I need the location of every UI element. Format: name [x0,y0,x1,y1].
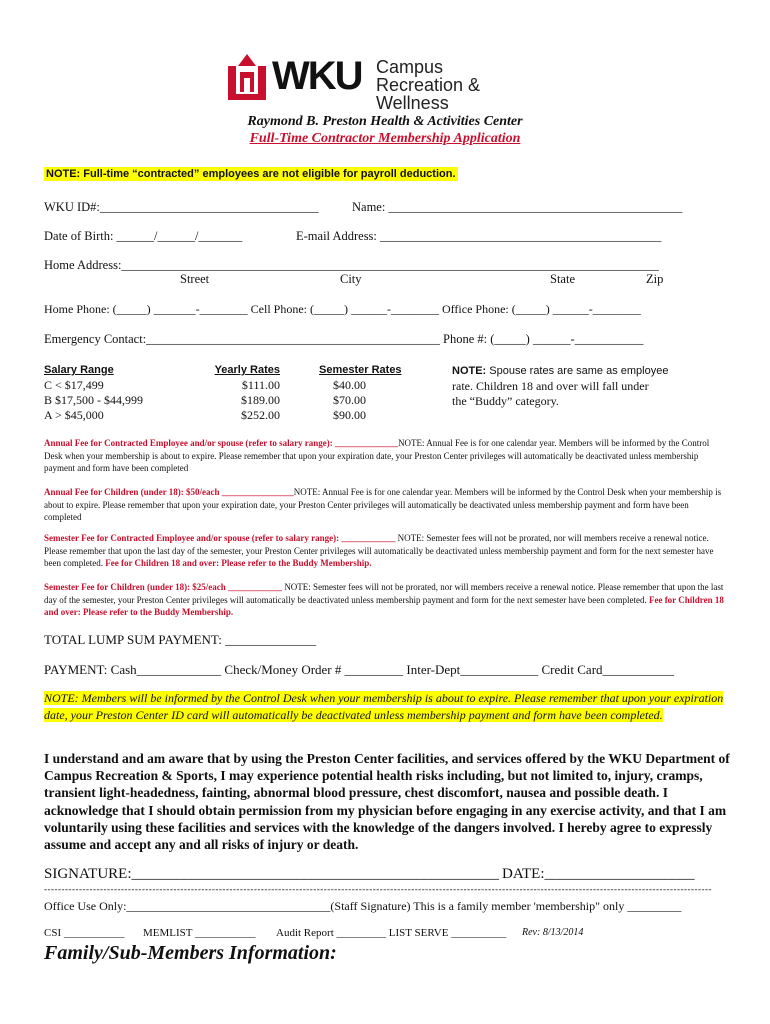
dob-field[interactable]: Date of Birth: ______/______/_______ [44,229,243,243]
page-title: Raymond B. Preston Health & Activities Center [247,114,523,129]
spouse-note-line: the “Buddy” category. [452,394,559,408]
semester-employee-fee-label[interactable]: Semester Fee for Contracted Employee and/or spouse (refer to salary range): ____________ [44,533,396,543]
city-label: City [340,272,362,286]
page-subtitle: Full-Time Contractor Membership Application [249,131,521,146]
divider: ----------------------------------------------------------------------------------------------------------------------------------------------------------------------------------------------- [44,884,712,894]
date-field[interactable]: DATE:____________________ [502,866,695,882]
liability-waiver: I understand and am aware that by using the Preston Center facilities, and services offered by the WKU Department of Campus Recreation & Sports, I may experience potential health risks including, but not limited to, injury, cramps, transient light-headedness, fainting, abnormal blood pressure, chest discomfort, nausea and possible death. I acknowledge that I should obtain permission from my physician before engaging in any exercise activity, and that I am voluntarily using these facilities and services with the knowledge of the dangers involved. I hereby agree to expressly assume and accept any and all risks of injury or death. [44,751,730,853]
wku-logo [226,52,546,113]
semester-rates-header: Semester Rates [319,364,402,376]
semester-children-fee-note: NOTE: Semester fees will not be prorated, nor will members receive a renewal notice. Please remember that upon the last day of the semester, your Preston Center privileges will automatically be deactivated unless membership payment and form for the next semester have been completed. [44,582,724,605]
logo-text [376,58,546,112]
semester-children-fee [44,581,724,619]
memlist-field[interactable]: MEMLIST ___________ [143,927,256,939]
revision-date: Rev: 8/13/2014 [522,927,584,938]
email-field[interactable]: E-mail Address: _____________________________________________ [296,229,662,243]
wku-id-field[interactable]: WKU ID#:___________________________________ [44,200,319,214]
audit-listserve-field[interactable]: Audit Report _________ LIST SERVE __________ [276,927,507,939]
wku-brand: WKU [272,54,362,98]
signature-field[interactable]: SIGNATURE:_________________________________________________ [44,866,500,882]
annual-employee-fee-label[interactable]: Annual Fee for Contracted Employee and/or spouse (refer to salary range): ______________ [44,438,399,448]
payroll-note: NOTE: Full-time “contracted” employees are not eligible for payroll deduction. [46,168,456,180]
annual-employee-fee [44,437,724,475]
spouse-note-label: NOTE: [452,365,487,377]
annual-employee-fee-note: NOTE: Annual Fee is for one calendar year. Members will be informed by the Control Desk when your membership is about to expire. Please remember that upon your expiration date, your Preston Center privileges will automatically be deactivated unless membership payment and form have been completed [44,438,710,473]
yearly-row: $189.00 [241,393,280,407]
state-label: State [550,272,575,286]
street-label: Street [180,272,210,286]
annual-children-fee [44,486,724,524]
yearly-row: $252.00 [241,408,280,422]
annual-children-fee-note: NOTE: Annual Fee is for one calendar year. Members will be informed by the Control Desk when your membership is about to expire. Please remember that upon your expiration date, your Preston Center privileges will automatically be deactivated unless membership payment and form have been completed [44,487,722,522]
salary-row: B $17,500 - $44,999 [44,393,143,407]
semester-employee-buddy-note: Fee for Children 18 and over: Please refer to the Buddy Membership. [102,558,372,568]
salary-range-column [44,363,143,423]
semester-rates-column [319,363,403,423]
yearly-rates-header: Yearly Rates [214,364,280,376]
spouse-note-text: Spouse rates are same as employee [486,365,669,377]
annual-children-fee-label[interactable]: Annual Fee for Children (under 18): $50/each ________________ [44,487,294,497]
payment-method-fields[interactable]: PAYMENT: Cash_____________ Check/Money Order # _________ Inter-Dept____________ Credit Card___________ [44,662,675,677]
semester-children-buddy-note: Fee for Children 18 and over: Please refer to the Buddy Membership. [44,594,724,617]
phone-fields[interactable]: Home Phone: (_____) _______-________ Cell Phone: (_____) ______-________ Office Phone: (_____) ______-________ [44,302,641,316]
office-use-only-field[interactable]: Office Use Only:__________________________________(Staff Signature) This is a family member 'membership" only _________ [44,899,682,913]
zip-label: Zip [646,272,664,286]
family-members-heading: Family/Sub-Members Information: [44,942,337,964]
salary-row: C < $17,499 [44,378,104,392]
salary-row: A > $45,000 [44,408,104,422]
semester-row: $70.00 [333,393,366,407]
expiration-note [44,690,724,724]
spouse-rate-note [452,363,692,409]
spouse-note-line: rate. Children 18 and over will fall under [452,379,649,393]
semester-employee-fee-note: NOTE: Semester fees will not be prorated, nor will members receive a renewal notice. Please remember that upon the last day of the semester, your Preston Center privileges will automatically be deactivated unless membership payment and form for the next semester have been completed. [44,533,714,568]
home-address-field[interactable]: Home Address:______________________________________________________________________________________ [44,258,659,272]
semester-row: $90.00 [333,408,366,422]
total-lump-sum-field[interactable]: TOTAL LUMP SUM PAYMENT: ______________ [44,632,317,647]
expiration-note-text: NOTE: Members will be informed by the Control Desk when your membership is about to expire. Please remember that upon your expiration date, your Preston Center ID card will automatically be deactivated unless membership payment and form have been completed. [44,691,724,722]
semester-children-fee-label[interactable]: Semester Fee for Children (under 18): $25/each ____________ [44,582,283,592]
yearly-row: $111.00 [241,378,280,392]
logo-line-1: Campus [376,57,444,77]
emergency-contact-field[interactable]: Emergency Contact:_______________________________________________ Phone #: (_____) ______-___________ [44,332,644,346]
wku-cupola-icon [226,52,268,102]
semester-row: $40.00 [333,378,366,392]
logo-line-2: Recreation & Wellness [376,75,481,113]
semester-employee-fee [44,532,724,570]
csi-field[interactable]: CSI ___________ [44,927,125,939]
yearly-rates-column [214,363,280,423]
name-field[interactable]: Name: _______________________________________________ [352,200,683,214]
salary-range-header: Salary Range [44,364,114,376]
